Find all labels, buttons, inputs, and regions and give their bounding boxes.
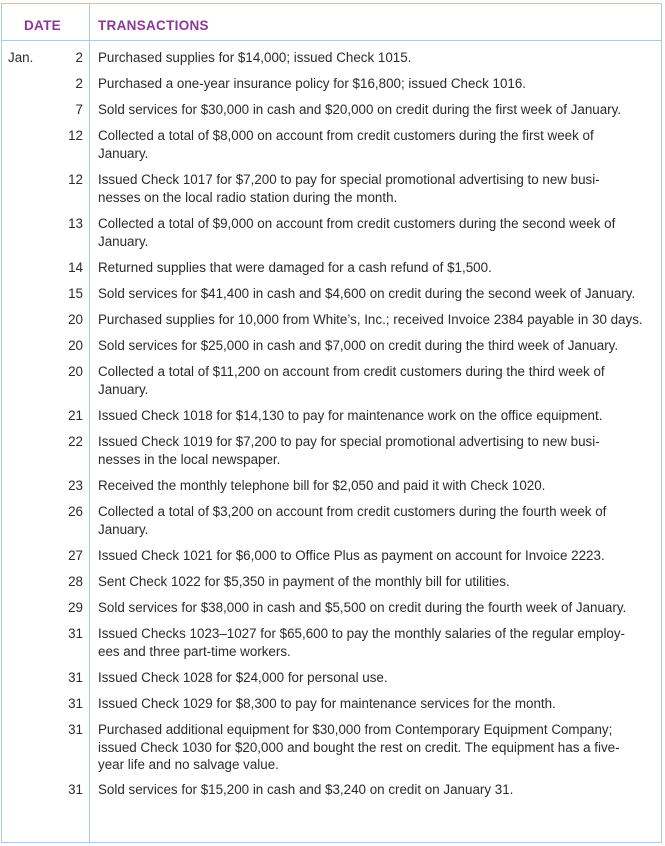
transaction-description — [98, 311, 658, 329]
date-day: 13 — [68, 216, 83, 231]
table-row — [2, 721, 661, 781]
description-line: Sold services for $25,000 in cash and $7,000 on credit during the third week of January. — [98, 338, 619, 353]
date-day: 2 — [75, 50, 83, 65]
description-line: Returned supplies that were damaged for a cash refund of $1,500. — [98, 260, 492, 275]
description-line: year life and no salvage value. — [98, 757, 279, 772]
description-line: Collected a total of $3,200 on account from credit customers during the fourth week of — [98, 504, 607, 519]
description-line: nesses in the local newspaper. — [98, 451, 281, 467]
description-line: Collected a total of $9,000 on account from credit customers during the second week of — [98, 216, 616, 231]
date-month: Jan. — [8, 50, 34, 65]
description-line: ees and three part-time workers. — [98, 643, 291, 659]
transaction-description — [98, 101, 658, 119]
description-line: Sold services for $15,200 in cash and $3,240 on credit on January 31. — [98, 782, 514, 797]
date-day: 27 — [68, 548, 83, 563]
transactions-column-header: TRANSACTIONS — [98, 18, 209, 33]
table-row — [2, 49, 661, 75]
date-day: 31 — [68, 626, 83, 641]
transaction-description — [98, 695, 658, 713]
date-month — [2, 721, 50, 781]
description-line: January. — [98, 233, 149, 249]
date-month — [2, 101, 50, 127]
date-day: 14 — [68, 260, 83, 275]
table-row — [2, 547, 661, 573]
date-day: 20 — [68, 364, 83, 379]
transaction-description — [98, 285, 658, 303]
date-day: 31 — [68, 670, 83, 685]
transactions-table — [1, 3, 662, 843]
table-row — [2, 599, 661, 625]
date-day: 31 — [68, 696, 83, 711]
description-line: Sold services for $38,000 in cash and $5,500 on credit during the fourth week of January. — [98, 600, 627, 615]
transaction-description — [98, 781, 658, 799]
table-row — [2, 573, 661, 599]
description-line: Issued Check 1028 for $24,000 for personal use. — [98, 670, 388, 685]
date-day: 22 — [68, 434, 83, 449]
table-row — [2, 669, 661, 695]
date-month — [2, 573, 50, 599]
date-day: 26 — [68, 504, 83, 519]
date-month — [2, 75, 50, 101]
date-day: 23 — [68, 478, 83, 493]
date-day: 31 — [68, 722, 83, 737]
description-line: Issued Check 1017 for $7,200 to pay for special promotional advertising to new busi- — [98, 172, 600, 187]
date-month — [2, 311, 50, 337]
transaction-description — [98, 599, 658, 617]
date-month — [2, 599, 50, 625]
table-row — [2, 127, 661, 171]
table-row — [2, 311, 661, 337]
transaction-description — [98, 721, 658, 774]
description-line: Purchased supplies for $14,000; issued Check 1015. — [98, 50, 412, 65]
table-row — [2, 781, 661, 807]
description-line: Issued Checks 1023–1027 for $65,600 to pay the monthly salaries of the regular employ- — [98, 626, 626, 641]
transaction-description — [98, 669, 658, 687]
date-month — [2, 625, 50, 669]
description-line: Issued Check 1019 for $7,200 to pay for special promotional advertising to new busi- — [98, 434, 600, 449]
date-month — [2, 433, 50, 477]
date-day: 21 — [68, 408, 83, 423]
table-row — [2, 503, 661, 547]
date-month — [2, 259, 50, 285]
table-body — [2, 49, 661, 807]
date-day: 28 — [68, 574, 83, 589]
description-line: January. — [98, 145, 149, 161]
date-day: 20 — [68, 312, 83, 327]
date-day: 15 — [68, 286, 83, 301]
description-line: issued Check 1030 for $20,000 and bought the rest on credit. The equipment has a five- — [98, 739, 620, 755]
date-column-header: DATE — [24, 18, 61, 33]
transaction-description — [98, 215, 658, 250]
transaction-description — [98, 127, 658, 162]
date-month — [2, 215, 50, 259]
table-row — [2, 477, 661, 503]
table-row — [2, 259, 661, 285]
transaction-description — [98, 477, 658, 495]
date-month — [2, 171, 50, 215]
description-line: Sent Check 1022 for $5,350 in payment of the monthly bill for utilities. — [98, 574, 510, 589]
transaction-description — [98, 75, 658, 93]
table-row — [2, 407, 661, 433]
date-month — [2, 337, 50, 363]
date-month — [2, 669, 50, 695]
table-row — [2, 363, 661, 407]
description-line: Issued Check 1018 for $14,130 to pay for maintenance work on the office equipment. — [98, 408, 603, 423]
table-row — [2, 171, 661, 215]
transaction-description — [98, 433, 658, 468]
description-line: Issued Check 1021 for $6,000 to Office Plus as payment on account for Invoice 2223. — [98, 548, 605, 563]
description-line: Purchased a one-year insurance policy for $16,800; issued Check 1016. — [98, 76, 527, 91]
description-line: Issued Check 1029 for $8,300 to pay for maintenance services for the month. — [98, 696, 556, 711]
table-row — [2, 695, 661, 721]
table-row — [2, 625, 661, 669]
date-day: 12 — [68, 128, 83, 143]
description-line: Collected a total of $11,200 on account from credit customers during the third week of — [98, 364, 605, 379]
date-month — [2, 477, 50, 503]
description-line: January. — [98, 521, 149, 537]
transaction-description — [98, 171, 658, 206]
date-month — [2, 407, 50, 433]
description-line: January. — [98, 381, 149, 397]
description-line: Received the monthly telephone bill for $2,050 and paid it with Check 1020. — [98, 478, 546, 493]
transaction-description — [98, 337, 658, 355]
date-day: 2 — [75, 76, 83, 91]
transaction-description — [98, 503, 658, 538]
date-day: 20 — [68, 338, 83, 353]
description-line: Sold services for $30,000 in cash and $20,000 on credit during the first week of January. — [98, 102, 622, 117]
date-day: 31 — [68, 782, 83, 797]
date-day: 7 — [75, 102, 83, 117]
transaction-description — [98, 625, 658, 660]
description-line: Sold services for $41,400 in cash and $4,600 on credit during the second week of January. — [98, 286, 636, 301]
date-month — [2, 127, 50, 171]
description-line: Collected a total of $8,000 on account from credit customers during the first week of — [98, 128, 594, 143]
table-row — [2, 215, 661, 259]
transaction-description — [98, 363, 658, 398]
transaction-description — [98, 49, 658, 67]
date-month — [2, 781, 50, 807]
table-header — [2, 4, 661, 41]
table-row — [2, 285, 661, 311]
date-month — [2, 503, 50, 547]
table-row — [2, 101, 661, 127]
date-month — [2, 695, 50, 721]
description-line: Purchased supplies for 10,000 from White’s, Inc.; received Invoice 2384 payable in 30 days. — [98, 312, 643, 327]
description-line: Purchased additional equipment for $30,000 from Contemporary Equipment Company; — [98, 722, 613, 737]
table-row — [2, 337, 661, 363]
date-month — [2, 285, 50, 311]
table-row — [2, 433, 661, 477]
date-month — [2, 547, 50, 573]
transaction-description — [98, 573, 658, 591]
table-row — [2, 75, 661, 101]
description-line: nesses on the local radio station during the month. — [98, 189, 398, 205]
transaction-description — [98, 547, 658, 565]
transaction-description — [98, 407, 658, 425]
transaction-description — [98, 259, 658, 277]
date-month — [2, 363, 50, 407]
date-day: 29 — [68, 600, 83, 615]
date-day: 12 — [68, 172, 83, 187]
